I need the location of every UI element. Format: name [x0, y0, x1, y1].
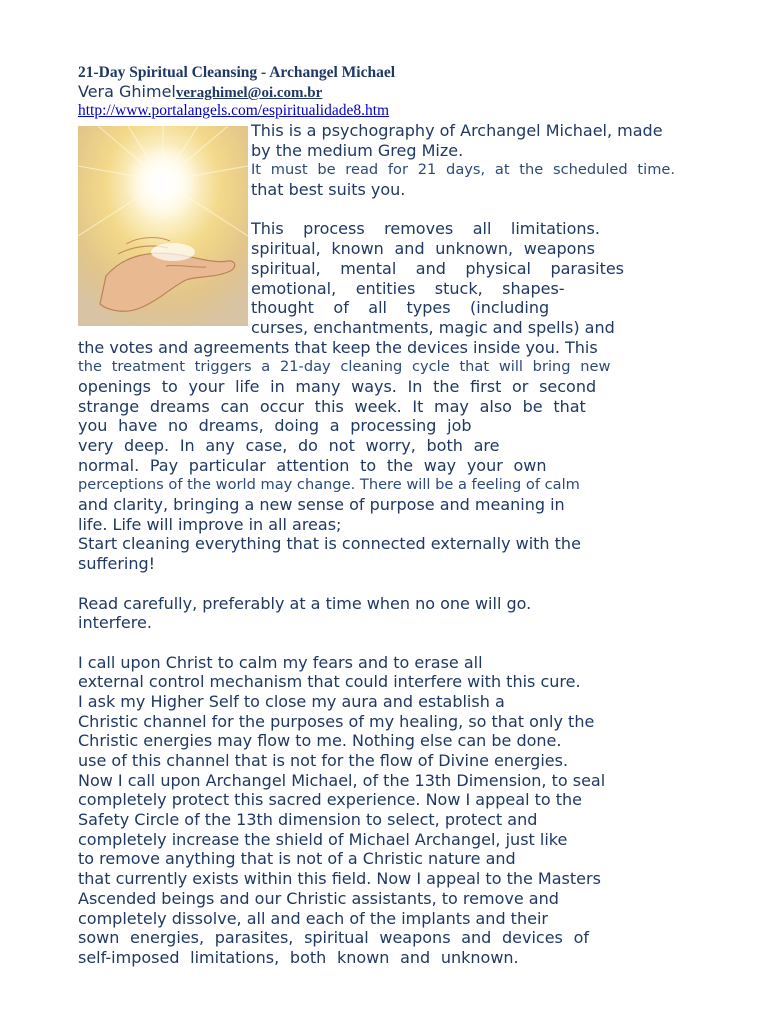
- body-line: openings to your life in many ways. In the first or second: [78, 376, 597, 396]
- body-line: I call upon Christ to calm my fears and to erase all: [78, 652, 483, 672]
- author-email-link[interactable]: veraghimel@oi.com.br: [175, 85, 323, 101]
- body-line: This process removes all limitations.: [251, 219, 600, 239]
- body-line: Christic energies may flow to me. Nothing else can be done.: [78, 731, 562, 751]
- body-line: use of this channel that is not for the flow of Divine energies.: [78, 751, 569, 770]
- author-name: Vera Ghimel: [78, 82, 176, 101]
- body-line: spiritual, known and unknown, weapons: [251, 239, 595, 259]
- paragraph-gap: [78, 633, 738, 653]
- body-line: emotional, entities stuck, shapes-: [251, 278, 565, 298]
- body-line: spiritual, mental and physical parasites: [251, 258, 625, 278]
- body-line: life. Life will improve in all areas;: [78, 514, 342, 534]
- body-line: normal. Pay particular attention to the way your own: [78, 455, 547, 475]
- body-line: thought of all types (including: [251, 298, 550, 318]
- paragraph-gap: [78, 574, 738, 594]
- body-line: I ask my Higher Self to close my aura and establish a: [78, 691, 505, 711]
- source-url-link[interactable]: http://www.portalangels.com/espiritualidade8.htm: [78, 102, 390, 119]
- body-line: self-imposed limitations, both known and unknown.: [78, 947, 519, 967]
- body-line: you have no dreams, doing a processing job: [78, 416, 472, 436]
- body-text: [78, 121, 738, 968]
- body-line: the treatment triggers a 21-day cleaning cycle that will bring new: [78, 358, 611, 376]
- body-line: external control mechanism that could interfere with this cure.: [78, 672, 581, 692]
- body-line: perceptions of the world may change. There will be a feeling of calm: [78, 476, 580, 494]
- body-line: by the medium Greg Mize.: [251, 140, 464, 160]
- body-line: completely dissolve, all and each of the implants and their: [78, 908, 548, 928]
- body-line: that best suits you.: [251, 180, 406, 200]
- body-line: to remove anything that is not of a Christic nature and: [78, 849, 516, 869]
- body-line: and clarity, bringing a new sense of purpose and meaning in: [78, 495, 565, 515]
- body-line: strange dreams can occur this week. It may also be that: [78, 396, 586, 416]
- body-line: Start cleaning everything that is connected externally with the: [78, 534, 581, 554]
- body-line: interfere.: [78, 613, 152, 633]
- body-line: very deep. In any case, do not worry, both are: [78, 436, 500, 455]
- body-line: suffering!: [78, 554, 156, 574]
- body-line: Christic channel for the purposes of my healing, so that only the: [78, 711, 595, 731]
- body-line: completely increase the shield of Michael Archangel, just like: [78, 829, 568, 849]
- body-line: Read carefully, preferably at a time when no one will go.: [78, 593, 532, 613]
- body-line: Safety Circle of the 13th dimension to select, protect and: [78, 810, 538, 830]
- document-title: 21-Day Spiritual Cleansing - Archangel Michael: [78, 64, 396, 81]
- body-line: curses, enchantments, magic and spells) and: [251, 317, 615, 337]
- body-line: completely protect this sacred experience. Now I appeal to the: [78, 790, 582, 810]
- body-line: that currently exists within this field. Now I appeal to the Masters: [78, 869, 601, 889]
- author-line: [78, 82, 348, 102]
- body-line: It must be read for 21 days, at the scheduled time.: [251, 161, 676, 179]
- paragraph-gap: [78, 200, 738, 220]
- body-line: the votes and agreements that keep the devices inside you. This: [78, 337, 598, 357]
- body-line: Ascended beings and our Christic assistants, to remove and: [78, 888, 559, 908]
- body-line: sown energies, parasites, spiritual weapons and devices of: [78, 928, 590, 948]
- body-line: This is a psychography of Archangel Michael, made: [251, 121, 663, 140]
- body-line: Now I call upon Archangel Michael, of the 13th Dimension, to seal: [78, 770, 606, 790]
